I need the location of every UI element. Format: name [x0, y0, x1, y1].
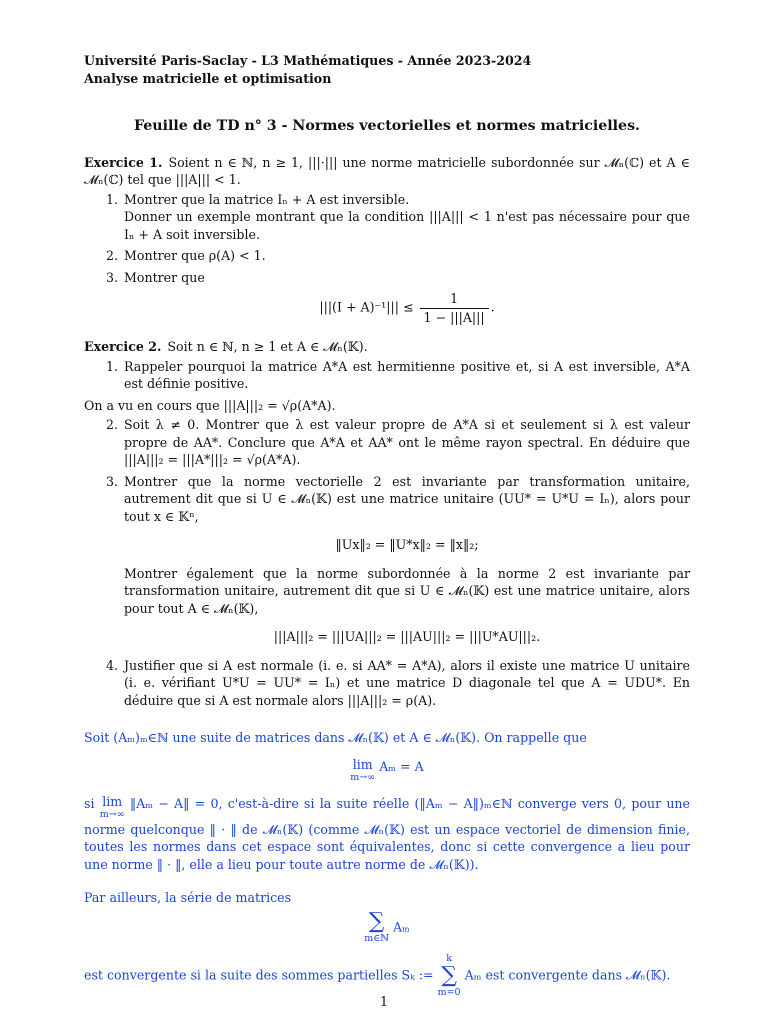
- exercise-2-items-cont: [84, 416, 690, 709]
- fraction-denominator: 1 − |||A|||: [423, 309, 485, 325]
- equation-end: .: [490, 299, 495, 315]
- limit-text: lim: [102, 793, 123, 809]
- exercise-1-heading: Exercice 1.: [84, 154, 163, 170]
- sum-subscript: m=0: [437, 986, 461, 998]
- display-equation: ‖Ux‖₂ = ‖U*x‖₂ = ‖x‖₂;: [335, 537, 479, 552]
- item-text: Montrer que ρ(A) < 1.: [124, 248, 266, 263]
- exercise-2-heading: Exercice 2.: [84, 339, 162, 354]
- item-number: 2.: [106, 417, 119, 432]
- list-item: [84, 416, 690, 469]
- header-course: Analyse matricielle et optimisation: [84, 70, 332, 86]
- remark-text: si: [84, 795, 95, 811]
- item-text: Montrer que la norme vectorielle 2 est invariante par transformation unitaire, autrement dit que si U ∈ 𝓜ₙ(𝕂) est une matrice unitaire (UU* = U*U = Iₙ), alors pour tout x ∈ 𝕂ⁿ,: [124, 473, 690, 524]
- limit-subscript: m→∞: [99, 808, 125, 820]
- limit-operator: [350, 758, 375, 784]
- remark-paragraph: Par ailleurs, la série de matrices: [84, 890, 292, 905]
- remark-text: est convergente si la suite des sommes partielles Sₖ :=: [84, 967, 434, 982]
- display-equation: [124, 290, 690, 326]
- remark-paragraph: Soit (Aₘ)ₘ∈ℕ une suite de matrices dans 𝓜ₙ(𝕂) et A ∈ 𝓜ₙ(𝕂). On rappelle que: [84, 730, 587, 745]
- list-item: [84, 358, 690, 393]
- exercise-2-statement: Soit n ∈ ℕ, n ≥ 1 et A ∈ 𝓜ₙ(𝕂).: [167, 339, 368, 354]
- sum-expression: Aₘ: [392, 919, 410, 934]
- limit-subscript: m→∞: [350, 771, 376, 783]
- list-item: [84, 191, 690, 244]
- exercise-2-items: [84, 358, 690, 393]
- display-equation: |||A|||₂ = |||UA|||₂ = |||AU|||₂ = |||U*AU|||₂.: [273, 629, 541, 644]
- page-number: 1: [379, 994, 388, 1009]
- convergence-remark: [84, 729, 690, 999]
- remark-text: Aₘ est convergente dans 𝓜ₙ(𝕂).: [464, 967, 671, 982]
- item-text: Soit λ ≠ 0. Montrer que λ est valeur propre de A*A si et seulement si λ est valeur propre de AA*. Conclure que A*A et AA* ont le même rayon spectral. En déduire que |||A|||₂ = |||A*|||₂ = √ρ(A*A).: [124, 417, 690, 467]
- remark-paragraph: [84, 953, 690, 999]
- list-item: [84, 247, 690, 265]
- sum-subscript: m∈ℕ: [364, 932, 389, 944]
- document-page: [84, 52, 690, 999]
- item-text: Donner un exemple montrant que la condition |||A||| < 1 n'est pas nécessaire pour que Iₙ + A soit inversible.: [124, 209, 690, 242]
- list-item: [84, 657, 690, 710]
- limit-display: [84, 758, 690, 784]
- sum-superscript: k: [446, 952, 452, 964]
- exercise-1-items: [84, 191, 690, 327]
- exercise-1-statement: Soient n ∈ ℕ, n ≥ 1, |||·||| une norme matricielle subordonnée sur 𝓜ₙ(ℂ) et A ∈ 𝓜ₙ(ℂ) tel que |||A||| < 1.: [84, 154, 690, 187]
- item-text: Montrer que: [124, 269, 205, 285]
- item-number: 1.: [106, 358, 119, 374]
- limit-text: lim: [352, 756, 373, 772]
- item-text: Rappeler pourquoi la matrice A*A est hermitienne positive et, si A est inversible, A*A est définie positive.: [124, 358, 690, 391]
- remark-paragraph: [84, 795, 690, 874]
- limit-expression: Aₘ = A: [379, 758, 424, 774]
- item-number: 4.: [106, 657, 119, 673]
- exercise-1-intro: [84, 154, 690, 189]
- list-item: [84, 473, 690, 646]
- item-text: Montrer également que la norme subordonnée à la norme 2 est invariante par transformation unitaire, autrement dit que si U ∈ 𝓜ₙ(𝕂) est une matrice unitaire, alors pour tout A ∈ 𝓜ₙ(𝕂),: [124, 565, 690, 616]
- sum-operator: ∑ m∈ℕ: [364, 908, 389, 944]
- exercise-2: [84, 338, 690, 709]
- sum-display: [84, 908, 690, 945]
- item-number: 3.: [106, 473, 119, 489]
- fraction: [420, 290, 489, 326]
- limit-operator: [100, 795, 125, 821]
- remark-text: ‖Aₘ − A‖ = 0, c'est-à-dire si la suite réelle (‖Aₘ − A‖)ₘ∈ℕ converge vers 0, pour une norme quelconque ‖ · ‖ de 𝓜ₙ(𝕂) (comme 𝓜ₙ(𝕂) est un espace vectoriel de dimension finie, toutes les normes dans cet espace sont équivalentes, donc si cette convergence a lieu pour une norme ‖ · ‖, elle a lieu pour toute autre norme de 𝓜ₙ(𝕂)).: [84, 795, 691, 872]
- exercise-1: [84, 154, 690, 327]
- page-title: Feuille de TD n° 3 - Normes vectorielles et normes matricielles.: [133, 118, 640, 134]
- item-number: 1.: [106, 191, 119, 207]
- item-text: Justifier que si A est normale (i. e. si AA* = A*A), alors il existe une matrice U unitaire (i. e. vérifiant U*U = UU* = Iₙ) et une matrice D diagonale tel que A = UDU*. En déduire que si A est normale alors |||A|||₂ = ρ(A).: [124, 657, 690, 708]
- item-number: 2.: [106, 248, 119, 263]
- item-text: Montrer que la matrice Iₙ + A est inversible.: [124, 191, 410, 207]
- list-item: [84, 269, 690, 327]
- item-number: 3.: [106, 269, 119, 285]
- equation-lhs: |||(I + A)⁻¹||| ≤: [319, 299, 414, 315]
- recall-line: On a vu en cours que |||A|||₂ = √ρ(A*A).: [84, 397, 336, 413]
- fraction-numerator: 1: [420, 290, 489, 309]
- exercise-2-intro: [84, 338, 690, 356]
- sum-operator: k ∑ m=0: [437, 952, 461, 998]
- header-university: Université Paris-Saclay - L3 Mathématiques - Année 2023-2024: [84, 53, 532, 68]
